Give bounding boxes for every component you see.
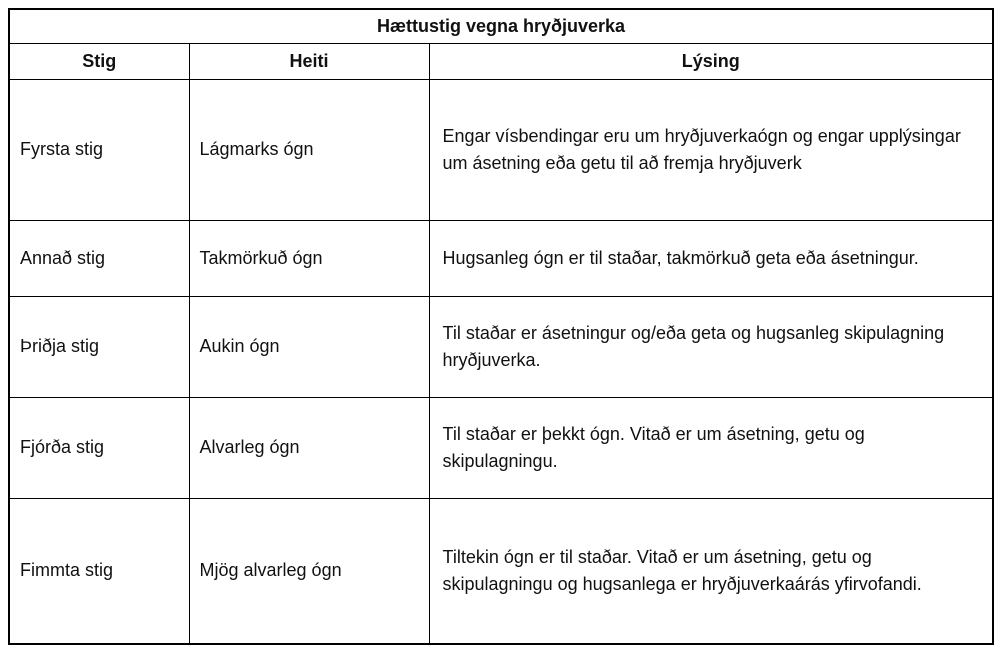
- cell-heiti: Takmörkuð ógn: [189, 220, 429, 296]
- threat-level-table: [8, 8, 994, 645]
- cell-lysing: Til staðar er þekkt ógn. Vitað er um ásetning, getu og skipulagningu.: [429, 397, 993, 498]
- table-row: [9, 397, 993, 498]
- table-title-row: [9, 9, 993, 43]
- table-title: Hættustig vegna hryðjuverka: [9, 9, 993, 43]
- header-lysing: Lýsing: [429, 43, 993, 79]
- table-row: [9, 79, 993, 220]
- cell-stig: Þriðja stig: [9, 296, 189, 397]
- cell-heiti: Aukin ógn: [189, 296, 429, 397]
- cell-heiti: Mjög alvarleg ógn: [189, 498, 429, 644]
- cell-stig: Annað stig: [9, 220, 189, 296]
- header-heiti: Heiti: [189, 43, 429, 79]
- table-row: [9, 498, 993, 644]
- table-row: [9, 296, 993, 397]
- cell-lysing: Engar vísbendingar eru um hryðjuverkaógn og engar upplýsingar um ásetning eða getu til að fremja hryðjuverk: [429, 79, 993, 220]
- header-stig: Stig: [9, 43, 189, 79]
- cell-stig: Fimmta stig: [9, 498, 189, 644]
- table-header-row: [9, 43, 993, 79]
- cell-heiti: Lágmarks ógn: [189, 79, 429, 220]
- cell-lysing: Til staðar er ásetningur og/eða geta og hugsanleg skipulagning hryðjuverka.: [429, 296, 993, 397]
- cell-stig: Fjórða stig: [9, 397, 189, 498]
- cell-lysing: Hugsanleg ógn er til staðar, takmörkuð geta eða ásetningur.: [429, 220, 993, 296]
- cell-lysing: Tiltekin ógn er til staðar. Vitað er um ásetning, getu og skipulagningu og hugsanlega er hryðjuverkaárás yfirvofandi.: [429, 498, 993, 644]
- cell-heiti: Alvarleg ógn: [189, 397, 429, 498]
- cell-stig: Fyrsta stig: [9, 79, 189, 220]
- table-row: [9, 220, 993, 296]
